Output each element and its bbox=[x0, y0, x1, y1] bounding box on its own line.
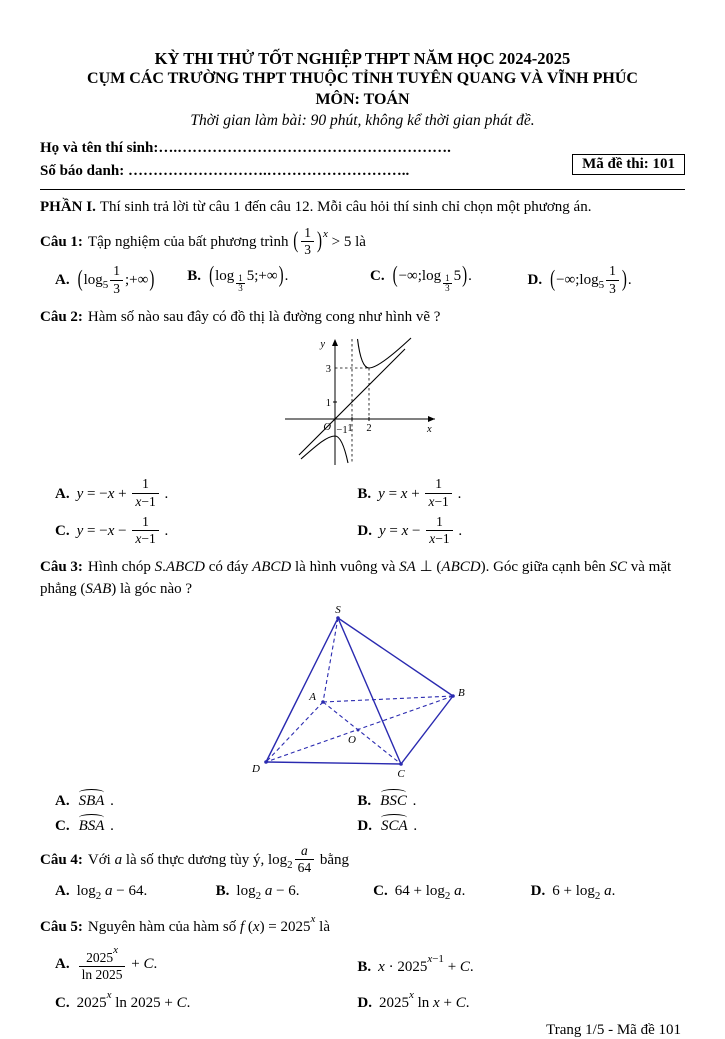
graph-x-axis-label: x bbox=[426, 424, 432, 436]
header-divider bbox=[40, 189, 685, 190]
question-4-option-b: B. $\log_2 a - 6$. bbox=[215, 883, 300, 902]
question-4-options bbox=[40, 883, 685, 902]
exam-code-box bbox=[572, 154, 685, 175]
question-2-stem bbox=[40, 307, 685, 329]
question-2-option-c: C. y = −x − $\frac{1}{x-1}$ . bbox=[55, 513, 169, 546]
question-5-label: Câu 5: bbox=[40, 919, 83, 935]
question-2-options bbox=[40, 478, 685, 547]
exam-title: KỲ THI THỬ TỐT NGHIỆP THPT NĂM HỌC 2024-2025 bbox=[154, 49, 571, 68]
question-3-label: Câu 3: bbox=[40, 559, 83, 576]
center-o-label: O bbox=[347, 733, 356, 746]
question-3-option-b: B. BSC . bbox=[357, 792, 417, 809]
question-1 bbox=[40, 227, 685, 297]
page-footer: Trang 1/5 - Mã đề 101 bbox=[546, 1022, 681, 1039]
question-1-text: Tập nghiệm của bất phương trình ( $\frac{1}{3}$ )$^x$ > 5 là bbox=[87, 225, 366, 258]
question-3 bbox=[40, 557, 685, 835]
graph-tick-2x: 2 bbox=[365, 423, 372, 435]
question-3-options bbox=[40, 791, 685, 835]
exam-subject: MÔN: TOÁN bbox=[315, 91, 410, 109]
exam-organizer: CỤM CÁC TRƯỜNG THPT THUỘC TỈNH TUYÊN QUANG VÀ VĨNH PHÚC bbox=[87, 70, 638, 88]
question-2-option-b: B. y = x + $\frac{1}{x-1}$ . bbox=[357, 476, 462, 509]
question-1-option-c: C. (−∞;log $_{\frac{1}{3}}$ 5). bbox=[369, 262, 472, 294]
question-2-label: Câu 2: bbox=[40, 308, 83, 325]
question-5-options bbox=[40, 943, 685, 1012]
pyramid-diagram bbox=[238, 604, 488, 784]
question-4-option-a: A. $\log_2 a - 64$. bbox=[55, 883, 148, 902]
question-2-option-d: D. y = x − $\frac{1}{x-1}$ . bbox=[357, 513, 463, 546]
question-4-text: Với a là số thực dương tùy ý, $\log_2$ $\frac{a}{64}$ bằng bbox=[87, 842, 350, 875]
question-4-option-c: C. $64 + \log_2 a$. bbox=[373, 883, 466, 902]
question-4-label: Câu 4: bbox=[40, 851, 83, 868]
question-1-stem bbox=[40, 227, 685, 258]
exam-header bbox=[40, 48, 685, 130]
question-4 bbox=[40, 842, 685, 902]
question-4-option-d: D. $6 + \log_2 a$. bbox=[530, 883, 616, 902]
student-id-line: Số báo danh: ……………………….……………………….. bbox=[40, 162, 410, 179]
candidate-info bbox=[40, 137, 685, 182]
part1-text: Thí sinh trả lời từ câu 1 đến câu 12. Mỗi câu hỏi thí sinh chỉ chọn một phương án. bbox=[99, 199, 592, 216]
exam-code-label: Mã đề thi: 101 bbox=[582, 156, 675, 173]
question-5 bbox=[40, 912, 685, 1012]
graph-tick-1y: 1 bbox=[325, 398, 331, 410]
vertex-b-label: B bbox=[457, 686, 465, 699]
question-3-text: Hình chóp S.ABCD có đáy ABCD là hình vuông và SA ⊥ (ABCD). Góc giữa cạnh bên SC và mặt phẳng (SAB) là góc nào ? bbox=[40, 559, 672, 597]
question-3-option-a: A. SBA . bbox=[55, 792, 114, 809]
graph-tick-minus1: −1 bbox=[335, 425, 348, 437]
question-4-stem bbox=[40, 842, 685, 876]
graph-y-axis-label: y bbox=[319, 339, 325, 351]
vertex-a-label: A bbox=[308, 690, 316, 703]
question-5-option-a: A. $\frac{2025^x}{\ln 2025}$ + C. bbox=[55, 943, 158, 982]
question-2 bbox=[40, 307, 685, 547]
graph-origin-label: O bbox=[322, 422, 331, 434]
vertex-d-label: D bbox=[251, 762, 260, 775]
question-3-option-d: D. SCA . bbox=[357, 817, 418, 834]
question-1-label: Câu 1: bbox=[40, 234, 83, 251]
part1-instruction bbox=[40, 199, 685, 216]
question-3-figure bbox=[40, 604, 685, 784]
question-2-text: Hàm số nào sau đây có đồ thị là đường cong như hình vẽ ? bbox=[87, 308, 441, 325]
vertex-s-label: S bbox=[334, 603, 341, 616]
question-1-option-d: D. ($-\infty;\log_5$ $\frac{1}{3}$ ). bbox=[527, 263, 632, 296]
graph-tick-3: 3 bbox=[325, 364, 331, 376]
question-2-option-a: A. y = −x + $\frac{1}{x-1}$ . bbox=[55, 476, 169, 509]
question-1-option-b: B. (log $_{\frac{1}{3}}$ 5;+∞). bbox=[187, 262, 289, 294]
function-graph bbox=[277, 331, 449, 471]
part1-label: PHẦN I. bbox=[40, 199, 96, 216]
question-2-figure bbox=[40, 331, 685, 471]
question-5-option-d: D. 2025$^x$ ln x + C. bbox=[357, 989, 470, 1012]
question-3-option-c: C. BSA . bbox=[55, 817, 114, 834]
question-1-options bbox=[40, 262, 685, 296]
exam-duration: Thời gian làm bài: 90 phút, không kể thời gian phát đề. bbox=[190, 112, 535, 130]
question-5-stem bbox=[40, 912, 685, 939]
vertex-c-label: C bbox=[396, 767, 405, 780]
question-5-text: Nguyên hàm của hàm số f $(x) = 2025^x$ là bbox=[87, 913, 330, 935]
student-name-line: Họ và tên thí sinh:….………………………………………………. bbox=[40, 140, 451, 157]
question-5-option-c: C. 2025$^x$ ln 2025 + C. bbox=[55, 989, 191, 1012]
graph-tick-1x: 1 bbox=[346, 423, 353, 435]
question-1-option-a: A. ($\log_5$ $\frac{1}{3}$ ;+∞) bbox=[55, 263, 155, 296]
question-5-option-b: B. $x \cdot 2025^{x-1} + C$. bbox=[357, 952, 474, 975]
question-3-stem bbox=[40, 557, 685, 601]
